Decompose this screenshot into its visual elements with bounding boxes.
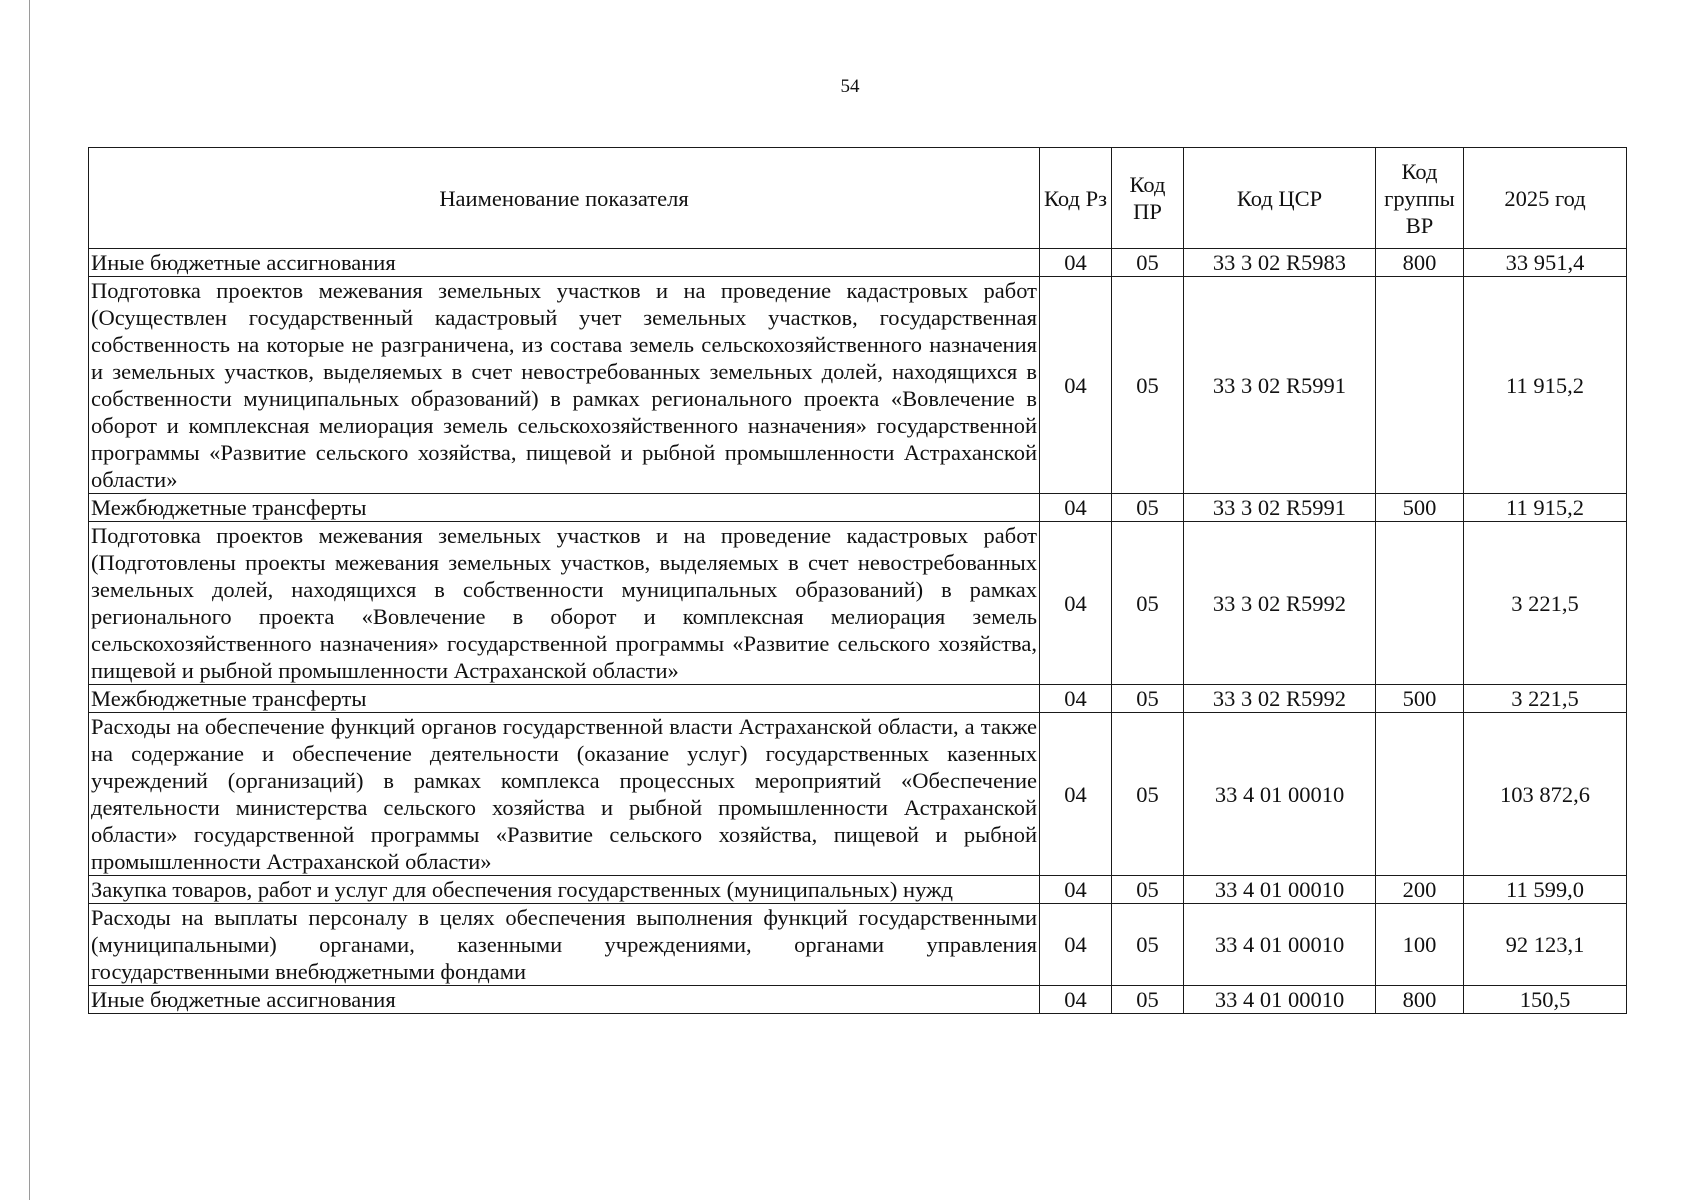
- table-row: [89, 986, 1627, 1014]
- row-amount: 11 599,0: [1464, 876, 1627, 904]
- row-name: Иные бюджетные ассигнования: [89, 986, 1040, 1014]
- row-rz: 04: [1040, 713, 1112, 876]
- row-name: Межбюджетные трансферты: [89, 685, 1040, 713]
- row-vr: 500: [1376, 494, 1464, 522]
- row-rz: 04: [1040, 522, 1112, 685]
- row-rz: 04: [1040, 685, 1112, 713]
- row-vr: [1376, 522, 1464, 685]
- row-csr: 33 4 01 00010: [1184, 904, 1376, 986]
- row-amount: 3 221,5: [1464, 522, 1627, 685]
- row-rz: 04: [1040, 494, 1112, 522]
- table-row: [89, 713, 1627, 876]
- table-header: [89, 148, 1627, 249]
- row-pr: 05: [1112, 986, 1184, 1014]
- row-amount: 150,5: [1464, 986, 1627, 1014]
- row-csr: 33 3 02 R5992: [1184, 685, 1376, 713]
- row-rz: 04: [1040, 876, 1112, 904]
- row-csr: 33 4 01 00010: [1184, 876, 1376, 904]
- row-amount: 11 915,2: [1464, 277, 1627, 494]
- budget-table: [88, 147, 1627, 1014]
- row-vr: [1376, 713, 1464, 876]
- table-row: [89, 904, 1627, 986]
- table-row: [89, 685, 1627, 713]
- header-indicator-name: Наименование показателя: [89, 148, 1040, 249]
- table-row: [89, 522, 1627, 685]
- header-year-2025: 2025 год: [1464, 148, 1627, 249]
- row-amount: 3 221,5: [1464, 685, 1627, 713]
- table-row: [89, 249, 1627, 277]
- row-pr: 05: [1112, 713, 1184, 876]
- row-csr: 33 3 02 R5983: [1184, 249, 1376, 277]
- table-row: [89, 494, 1627, 522]
- table-row: [89, 277, 1627, 494]
- row-vr: 800: [1376, 986, 1464, 1014]
- row-pr: 05: [1112, 876, 1184, 904]
- row-vr: [1376, 277, 1464, 494]
- row-amount: 11 915,2: [1464, 494, 1627, 522]
- header-vr-group-code: Код группы ВР: [1376, 148, 1464, 249]
- row-csr: 33 4 01 00010: [1184, 713, 1376, 876]
- row-csr: 33 3 02 R5991: [1184, 494, 1376, 522]
- row-pr: 05: [1112, 685, 1184, 713]
- row-vr: 200: [1376, 876, 1464, 904]
- row-rz: 04: [1040, 904, 1112, 986]
- row-rz: 04: [1040, 277, 1112, 494]
- row-name: Закупка товаров, работ и услуг для обеспечения государственных (муниципальных) нужд: [89, 876, 1040, 904]
- row-amount: 33 951,4: [1464, 249, 1627, 277]
- row-name: Подготовка проектов межевания земельных участков и на проведение кадастровых работ (Осуществлен государственный кадастровый учет земельных участков, государственная собственность на которые не разграничена, из состава земель сельскохозяйственного назначения и земельных участков, выделяемых в счет невостребованных земельных долей, находящихся в собственности муниципальных образований) в рамках регионального проекта «Вовлечение в оборот и комплексная мелиорация земель сельскохозяйственного назначения» государственной программы «Развитие сельского хозяйства, пищевой и рыбной промышленности Астраханской области»: [89, 277, 1040, 494]
- binding-edge-line: [29, 0, 30, 1200]
- header-csr-code: Код ЦСР: [1184, 148, 1376, 249]
- row-vr: 800: [1376, 249, 1464, 277]
- row-pr: 05: [1112, 522, 1184, 685]
- row-vr: 500: [1376, 685, 1464, 713]
- row-rz: 04: [1040, 249, 1112, 277]
- row-csr: 33 4 01 00010: [1184, 986, 1376, 1014]
- row-pr: 05: [1112, 277, 1184, 494]
- row-name: Расходы на обеспечение функций органов государственной власти Астраханской области, а также на содержание и обеспечение деятельности (оказание услуг) государственных казенных учреждений (организаций) в рамках комплекса процессных мероприятий «Обеспечение деятельности министерства сельского хозяйства и рыбной промышленности Астраханской области» государственной программы «Развитие сельского хозяйства, пищевой и рыбной промышленности Астраханской области»: [89, 713, 1040, 876]
- page-number: 54: [840, 76, 860, 97]
- row-pr: 05: [1112, 249, 1184, 277]
- row-csr: 33 3 02 R5991: [1184, 277, 1376, 494]
- header-pr-code: Код ПР: [1112, 148, 1184, 249]
- row-name: Иные бюджетные ассигнования: [89, 249, 1040, 277]
- row-rz: 04: [1040, 986, 1112, 1014]
- table-body: [89, 249, 1627, 1014]
- row-pr: 05: [1112, 494, 1184, 522]
- row-amount: 103 872,6: [1464, 713, 1627, 876]
- row-amount: 92 123,1: [1464, 904, 1627, 986]
- row-name: Подготовка проектов межевания земельных участков и на проведение кадастровых работ (Подготовлены проекты межевания земельных участков, выделяемых в счет невостребованных земельных долей, находящихся в собственности муниципальных образований) в рамках регионального проекта «Вовлечение в оборот и комплексная мелиорация земель сельскохозяйственного назначения» государственной программы «Развитие сельского хозяйства, пищевой и рыбной промышленности Астраханской области»: [89, 522, 1040, 685]
- table-row: [89, 876, 1627, 904]
- row-name: Межбюджетные трансферты: [89, 494, 1040, 522]
- row-vr: 100: [1376, 904, 1464, 986]
- row-pr: 05: [1112, 904, 1184, 986]
- row-name: Расходы на выплаты персоналу в целях обеспечения выполнения функций государственными (муниципальными) органами, казенными учреждениями, органами управления государственными внебюджетными фондами: [89, 904, 1040, 986]
- header-rz-code: Код Рз: [1040, 148, 1112, 249]
- row-csr: 33 3 02 R5992: [1184, 522, 1376, 685]
